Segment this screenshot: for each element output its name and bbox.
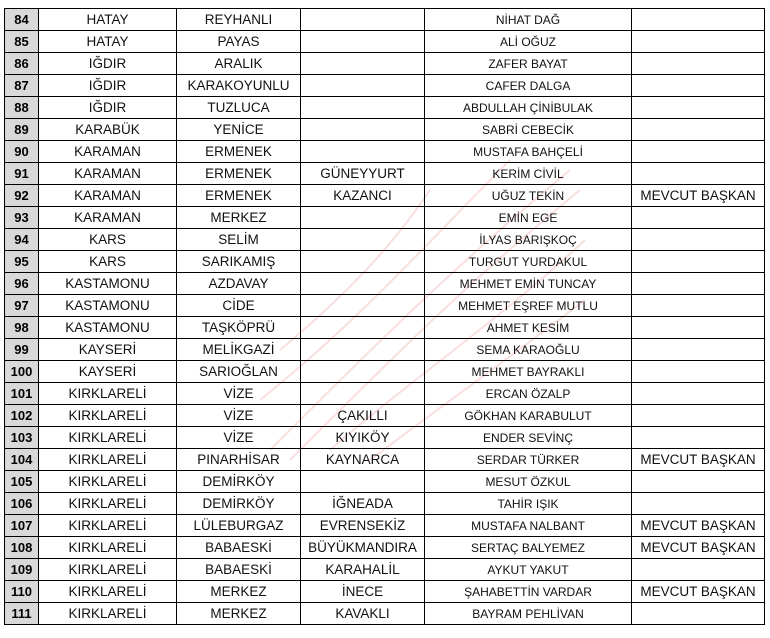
town-cell: KIYIKÖY [301,427,425,449]
status-note-cell [632,251,765,273]
candidate-name-cell: MEHMET EŞREF MUTLU [425,295,632,317]
status-note-cell [632,603,765,625]
candidate-name-cell: SEMA KARAOĞLU [425,339,632,361]
table-row [5,603,765,625]
table-row [5,97,765,119]
candidate-name-cell: CAFER DALGA [425,75,632,97]
table-row [5,9,765,31]
status-note-cell [632,229,765,251]
town-cell [301,53,425,75]
province-cell: KARAMAN [39,141,177,163]
status-note-cell [632,471,765,493]
district-cell: SELİM [177,229,301,251]
row-number: 93 [5,207,39,229]
province-cell: KIRKLARELİ [39,405,177,427]
status-note-cell: MEVCUT BAŞKAN [632,185,765,207]
province-cell: KIRKLARELİ [39,471,177,493]
town-cell [301,471,425,493]
table-row [5,119,765,141]
status-note-cell [632,273,765,295]
status-note-cell [632,9,765,31]
town-cell [301,295,425,317]
candidate-name-cell: ALİ OĞUZ [425,31,632,53]
row-number: 92 [5,185,39,207]
row-number: 110 [5,581,39,603]
row-number: 103 [5,427,39,449]
row-number: 87 [5,75,39,97]
table-row [5,339,765,361]
town-cell [301,119,425,141]
table-row [5,559,765,581]
row-number: 102 [5,405,39,427]
candidate-name-cell: GÖKHAN KARABULUT [425,405,632,427]
table-row [5,163,765,185]
town-cell: GÜNEYYURT [301,163,425,185]
row-number: 86 [5,53,39,75]
table-row [5,273,765,295]
province-cell: KARABÜK [39,119,177,141]
district-cell: BABAESKİ [177,537,301,559]
province-cell: IĞDIR [39,75,177,97]
row-number: 96 [5,273,39,295]
district-cell: PINARHİSAR [177,449,301,471]
status-note-cell [632,53,765,75]
table-row [5,53,765,75]
district-cell: SARIKAMIŞ [177,251,301,273]
status-note-cell: MEVCUT BAŞKAN [632,581,765,603]
table-row [5,207,765,229]
status-note-cell [632,405,765,427]
status-note-cell [632,207,765,229]
candidate-name-cell: ENDER SEVİNÇ [425,427,632,449]
province-cell: KAYSERİ [39,339,177,361]
province-cell: KIRKLARELİ [39,515,177,537]
row-number: 106 [5,493,39,515]
table-row [5,449,765,471]
province-cell: KIRKLARELİ [39,427,177,449]
status-note-cell [632,559,765,581]
row-number: 107 [5,515,39,537]
candidate-name-cell: MEHMET BAYRAKLI [425,361,632,383]
row-number: 104 [5,449,39,471]
town-cell [301,31,425,53]
district-cell: ERMENEK [177,163,301,185]
row-number: 105 [5,471,39,493]
candidate-name-cell: BAYRAM PEHLİVAN [425,603,632,625]
province-cell: KARAMAN [39,207,177,229]
district-cell: VİZE [177,405,301,427]
district-cell: TUZLUCA [177,97,301,119]
table-row [5,427,765,449]
province-cell: KIRKLARELİ [39,537,177,559]
candidate-name-cell: SERTAÇ BALYEMEZ [425,537,632,559]
town-cell: İĞNEADA [301,493,425,515]
status-note-cell [632,427,765,449]
province-cell: KASTAMONU [39,317,177,339]
table-row [5,361,765,383]
province-cell: KIRKLARELİ [39,493,177,515]
status-note-cell [632,493,765,515]
table-row [5,185,765,207]
status-note-cell [632,163,765,185]
row-number: 109 [5,559,39,581]
mayor-candidates-table [4,8,765,625]
town-cell: KAYNARCA [301,449,425,471]
row-number: 111 [5,603,39,625]
town-cell: BÜYÜKMANDIRA [301,537,425,559]
table-row [5,405,765,427]
district-cell: MERKEZ [177,581,301,603]
district-cell: LÜLEBURGAZ [177,515,301,537]
province-cell: KARAMAN [39,185,177,207]
row-number: 95 [5,251,39,273]
town-cell: ÇAKILLI [301,405,425,427]
district-cell: MERKEZ [177,207,301,229]
table-row [5,75,765,97]
candidate-name-cell: TURGUT YURDAKUL [425,251,632,273]
town-cell [301,97,425,119]
row-number: 85 [5,31,39,53]
status-note-cell: MEVCUT BAŞKAN [632,515,765,537]
district-cell: VİZE [177,427,301,449]
candidate-name-cell: MUSTAFA BAHÇELİ [425,141,632,163]
district-cell: PAYAS [177,31,301,53]
province-cell: KIRKLARELİ [39,449,177,471]
status-note-cell [632,31,765,53]
district-cell: VİZE [177,383,301,405]
row-number: 98 [5,317,39,339]
table-row [5,31,765,53]
province-cell: KIRKLARELİ [39,603,177,625]
province-cell: KIRKLARELİ [39,559,177,581]
candidate-name-cell: TAHİR IŞIK [425,493,632,515]
town-cell: KAZANCI [301,185,425,207]
row-number: 101 [5,383,39,405]
row-number: 94 [5,229,39,251]
district-cell: SARIOĞLAN [177,361,301,383]
candidate-name-cell: AHMET KESİM [425,317,632,339]
town-cell [301,251,425,273]
candidate-name-cell: ZAFER BAYAT [425,53,632,75]
candidate-name-cell: ŞAHABETTİN VARDAR [425,581,632,603]
district-cell: MELİKGAZİ [177,339,301,361]
candidate-name-cell: MEHMET EMİN TUNCAY [425,273,632,295]
row-number: 99 [5,339,39,361]
province-cell: KAYSERİ [39,361,177,383]
candidate-name-cell: KERİM CİVİL [425,163,632,185]
town-cell [301,273,425,295]
town-cell: KARAHALİL [301,559,425,581]
table-row [5,383,765,405]
district-cell: DEMİRKÖY [177,471,301,493]
table-row [5,493,765,515]
table-row [5,581,765,603]
status-note-cell [632,361,765,383]
province-cell: KIRKLARELİ [39,383,177,405]
district-cell: YENİCE [177,119,301,141]
candidate-name-cell: SERDAR TÜRKER [425,449,632,471]
district-cell: ERMENEK [177,185,301,207]
candidate-name-cell: EMİN EGE [425,207,632,229]
candidate-name-cell: AYKUT YAKUT [425,559,632,581]
province-cell: IĞDIR [39,53,177,75]
status-note-cell [632,317,765,339]
candidate-name-cell: İLYAS BARIŞKOÇ [425,229,632,251]
town-cell [301,9,425,31]
district-cell: ARALIK [177,53,301,75]
province-cell: KARS [39,229,177,251]
table-row [5,537,765,559]
status-note-cell [632,383,765,405]
town-cell [301,383,425,405]
town-cell [301,361,425,383]
status-note-cell: MEVCUT BAŞKAN [632,449,765,471]
town-cell [301,141,425,163]
candidate-name-cell: UĞUZ TEKİN [425,185,632,207]
candidate-name-cell: MUSTAFA NALBANT [425,515,632,537]
town-cell: KAVAKLI [301,603,425,625]
table-row [5,317,765,339]
candidate-name-cell: NİHAT DAĞ [425,9,632,31]
town-cell [301,207,425,229]
row-number: 90 [5,141,39,163]
candidate-name-cell: ERCAN ÖZALP [425,383,632,405]
candidate-name-cell: ABDULLAH ÇİNİBULAK [425,97,632,119]
province-cell: IĞDIR [39,97,177,119]
row-number: 100 [5,361,39,383]
status-note-cell: MEVCUT BAŞKAN [632,537,765,559]
candidate-name-cell: MESUT ÖZKUL [425,471,632,493]
district-cell: ERMENEK [177,141,301,163]
district-cell: AZDAVAY [177,273,301,295]
status-note-cell [632,295,765,317]
district-cell: CİDE [177,295,301,317]
table-body [5,9,765,625]
row-number: 84 [5,9,39,31]
row-number: 88 [5,97,39,119]
town-cell [301,229,425,251]
district-cell: TAŞKÖPRÜ [177,317,301,339]
table-row [5,251,765,273]
table-row [5,515,765,537]
province-cell: KARS [39,251,177,273]
status-note-cell [632,97,765,119]
town-cell: EVRENSEKİZ [301,515,425,537]
province-cell: HATAY [39,9,177,31]
row-number: 91 [5,163,39,185]
table-row [5,229,765,251]
district-cell: REYHANLI [177,9,301,31]
district-cell: DEMİRKÖY [177,493,301,515]
status-note-cell [632,339,765,361]
province-cell: KARAMAN [39,163,177,185]
table-row [5,471,765,493]
town-cell: İNECE [301,581,425,603]
row-number: 97 [5,295,39,317]
row-number: 108 [5,537,39,559]
town-cell [301,317,425,339]
district-cell: KARAKOYUNLU [177,75,301,97]
province-cell: KIRKLARELİ [39,581,177,603]
row-number: 89 [5,119,39,141]
table-row [5,295,765,317]
candidate-name-cell: SABRİ CEBECİK [425,119,632,141]
district-cell: MERKEZ [177,603,301,625]
table-row [5,141,765,163]
status-note-cell [632,119,765,141]
province-cell: KASTAMONU [39,295,177,317]
town-cell [301,75,425,97]
town-cell [301,339,425,361]
district-cell: BABAESKİ [177,559,301,581]
status-note-cell [632,141,765,163]
province-cell: HATAY [39,31,177,53]
status-note-cell [632,75,765,97]
province-cell: KASTAMONU [39,273,177,295]
